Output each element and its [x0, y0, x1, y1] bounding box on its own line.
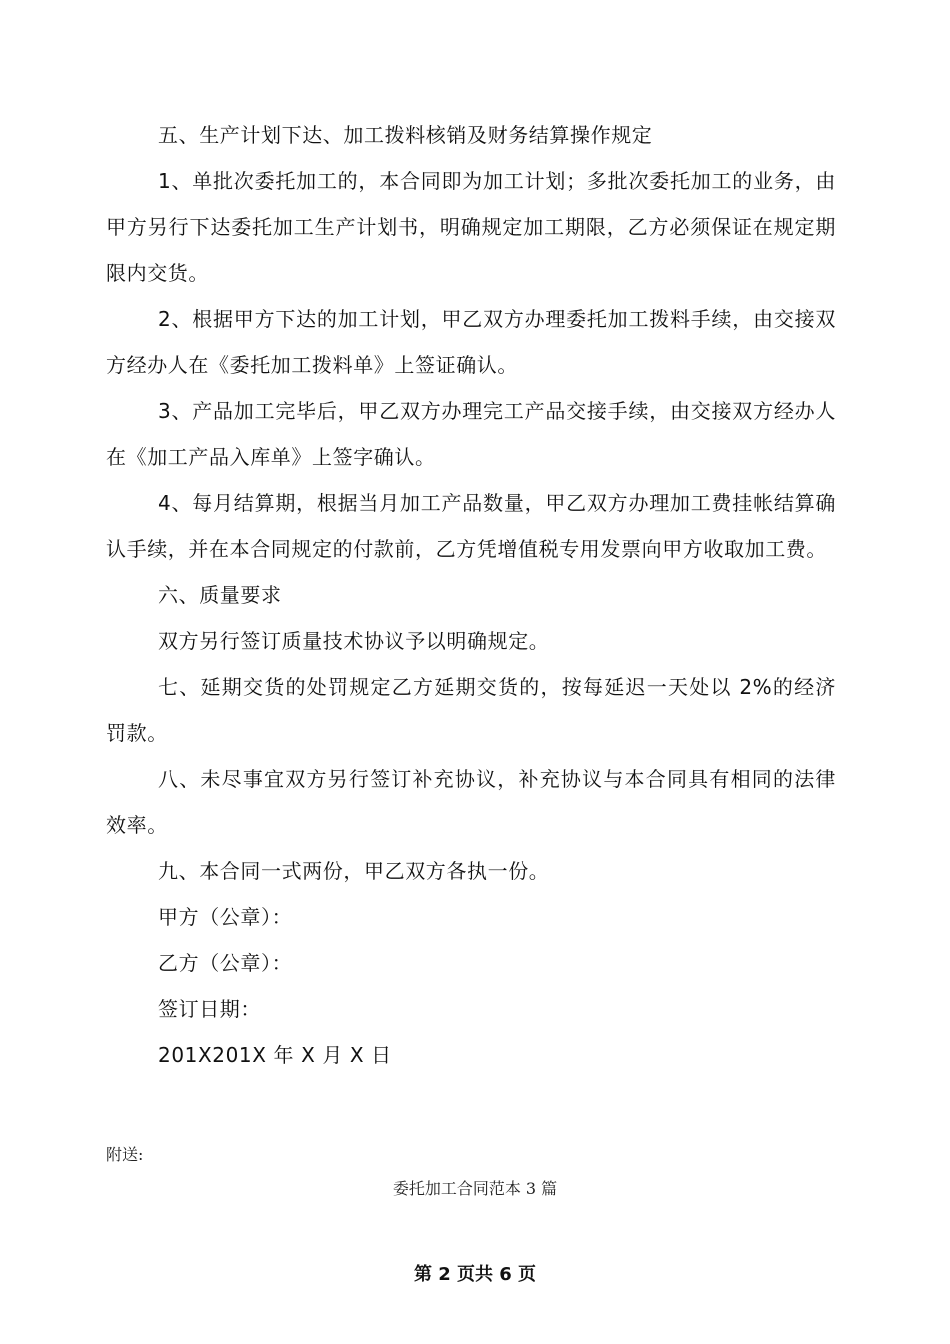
party-b-seal: 乙方（公章）： [158, 951, 293, 975]
signing-date-label: 签订日期： [158, 997, 261, 1021]
party-a-seal: 甲方（公章）： [158, 905, 293, 929]
page-number-footer: 第 2 页共 6 页 [413, 1264, 537, 1285]
signing-date-value: 201X201X 年 X 月 X 日 [158, 1043, 392, 1067]
section-9: 九、本合同一式两份，甲乙双方各执一份。 [158, 859, 550, 883]
attachment-label: 附送: [106, 1145, 144, 1164]
clause-5-2: 2、根据甲方下达的加工计划，甲乙双方办理委托加工拨料手续，由交接双方经办人在《委托加工拨料单》上签证确认。 [106, 307, 836, 377]
section-heading-6: 六、质量要求 [158, 583, 282, 607]
clause-6-text: 双方另行签订质量技术协议予以明确规定。 [158, 629, 550, 653]
section-heading-5: 五、生产计划下达、加工拨料核销及财务结算操作规定 [158, 123, 653, 147]
clause-5-4: 4、每月结算期，根据当月加工产品数量，甲乙双方办理加工费挂帐结算确认手续，并在本合同规定的付款前，乙方凭增值税专用发票向甲方收取加工费。 [106, 491, 836, 561]
section-8: 八、未尽事宜双方另行签订补充协议，补充协议与本合同具有相同的法律效率。 [106, 767, 836, 837]
clause-5-1: 1、单批次委托加工的，本合同即为加工计划；多批次委托加工的业务，由甲方另行下达委托加工生产计划书，明确规定加工期限，乙方必须保证在规定期限内交货。 [106, 169, 836, 285]
section-7: 七、延期交货的处罚规定乙方延期交货的，按每延迟一天处以 2%的经济罚款。 [106, 675, 836, 745]
document-body [106, 112, 836, 1078]
clause-5-3: 3、产品加工完毕后，甲乙双方办理完工产品交接手续，由交接双方经办人在《加工产品入库单》上签字确认。 [106, 399, 836, 469]
attachment-title: 委托加工合同范本 3 篇 [392, 1179, 558, 1198]
